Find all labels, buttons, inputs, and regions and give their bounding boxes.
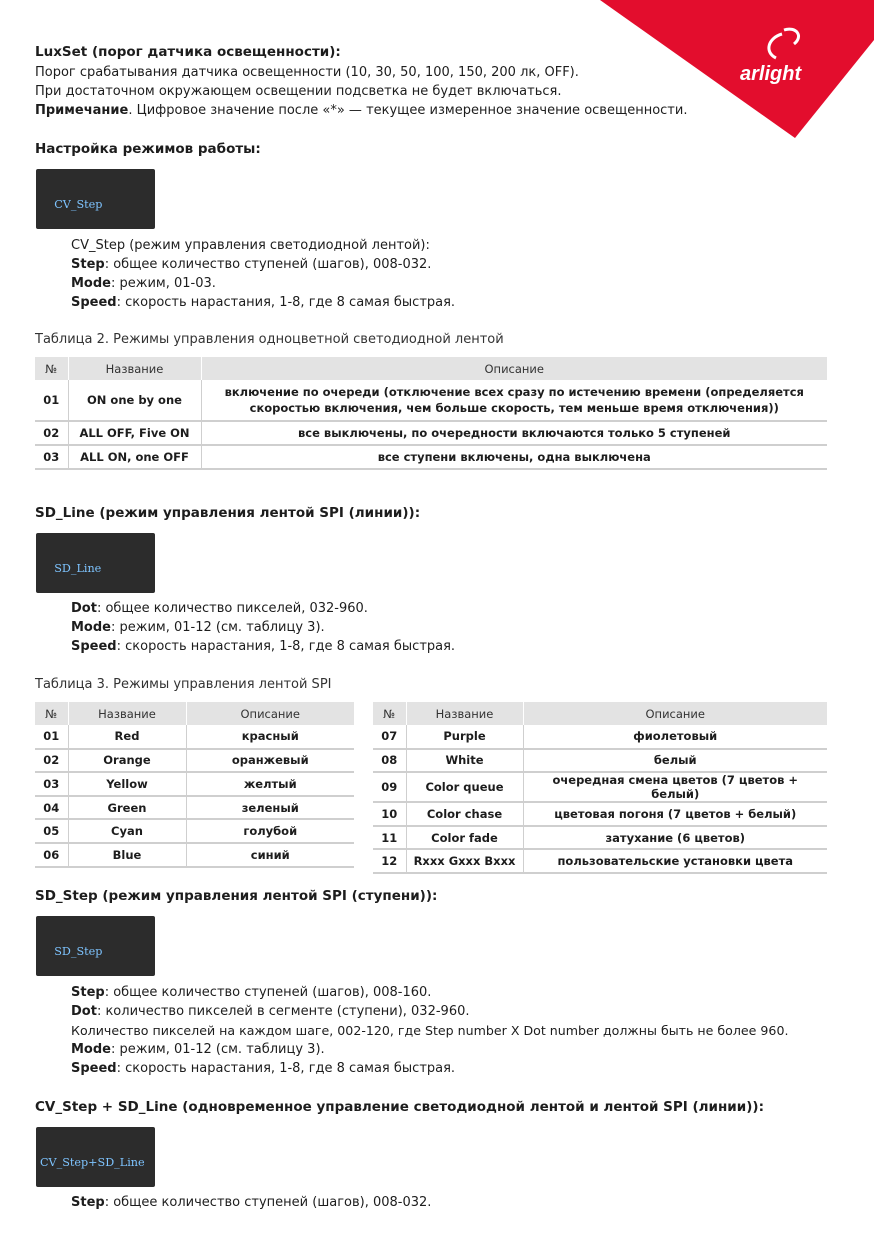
col-header-description: Описание xyxy=(186,702,354,725)
table-row xyxy=(373,826,827,850)
speed-text: : скорость нарастания, 1-8, где 8 самая быстрая. xyxy=(116,639,456,654)
lcd-cv-step xyxy=(36,169,155,229)
modes-heading: Настройка режимов работы: xyxy=(35,141,261,157)
cell-description: цветовая погоня (7 цветов + белый) xyxy=(523,802,827,826)
step-label: Step xyxy=(71,985,105,1000)
cell-name: Purple xyxy=(406,725,523,749)
cell-number: 10 xyxy=(373,802,406,826)
speed-label: Speed xyxy=(71,639,117,654)
table-row xyxy=(35,380,827,421)
table-row xyxy=(35,843,354,867)
cell-name: ON one by one xyxy=(68,380,201,421)
table-row xyxy=(373,749,827,773)
cell-description: пользовательские установки цвета xyxy=(523,849,827,873)
col-header-name: Название xyxy=(68,702,186,725)
table3-header xyxy=(35,702,354,725)
cv-sd-step xyxy=(71,1193,431,1212)
table-row xyxy=(35,445,827,469)
cell-name: Orange xyxy=(68,749,186,773)
step-text: : общее количество ступеней (шагов), 008-032. xyxy=(104,1195,432,1210)
dot-text: : общее количество пикселей, 032-960. xyxy=(96,601,368,616)
cell-description: очередная смена цветов (7 цветов + белый) xyxy=(523,772,827,802)
col-header-name: Название xyxy=(406,702,523,725)
table-row xyxy=(373,849,827,873)
speed-label: Speed xyxy=(71,295,117,310)
speed-label: Speed xyxy=(71,1061,117,1076)
mode-text: : режим, 01-12 (см. таблицу 3). xyxy=(111,1042,325,1057)
cv-step-step xyxy=(71,255,431,274)
mode-text: : режим, 01-12 (см. таблицу 3). xyxy=(111,620,325,635)
speed-text: : скорость нарастания, 1-8, где 8 самая быстрая. xyxy=(116,1061,456,1076)
cell-number: 01 xyxy=(35,725,68,749)
table-row xyxy=(35,725,354,749)
lcd-cv-sd xyxy=(36,1127,155,1187)
sd-step-dot xyxy=(71,1002,470,1021)
cell-number: 09 xyxy=(373,772,406,802)
sd-step-pixels-line: Количество пикселей на каждом шаге, 002-120, где Step number X Dot number должны быть не более 960. xyxy=(71,1023,789,1038)
table-row xyxy=(35,819,354,843)
cell-number: 03 xyxy=(35,772,68,796)
cv-step-title: CV_Step (режим управления светодиодной лентой): xyxy=(71,238,430,253)
cell-description: зеленый xyxy=(186,796,354,820)
col-header-number: № xyxy=(35,357,68,380)
mode-label: Mode xyxy=(71,1042,111,1057)
lcd-line: SD_Line xyxy=(40,561,102,575)
step-text: : общее количество ступеней (шагов), 008-032. xyxy=(104,257,432,272)
cell-description: красный xyxy=(186,725,354,749)
sd-step-speed xyxy=(71,1059,455,1078)
table2 xyxy=(35,357,827,470)
cell-name: Cyan xyxy=(68,819,186,843)
table-row xyxy=(35,796,354,820)
luxset-heading: LuxSet (порог датчика освещенности): xyxy=(35,44,341,60)
table-row xyxy=(373,802,827,826)
cell-number: 02 xyxy=(35,421,68,445)
table2-caption: Таблица 2. Режимы управления одноцветной светодиодной лентой xyxy=(35,332,504,347)
luxset-note xyxy=(35,101,687,120)
table-row xyxy=(373,772,827,802)
cell-name: ALL ON, one OFF xyxy=(68,445,201,469)
lcd-line: CV_Step xyxy=(40,197,103,211)
speed-text: : скорость нарастания, 1-8, где 8 самая быстрая. xyxy=(116,295,456,310)
note-text: . Цифровое значение после «*» — текущее измеренное значение освещенности. xyxy=(128,103,688,118)
cv-step-speed xyxy=(71,293,455,312)
cell-description: все ступени включены, одна выключена xyxy=(201,445,827,469)
table-row xyxy=(35,749,354,773)
lcd-line: CV_Step+SD_Line xyxy=(40,1155,145,1169)
cell-description: голубой xyxy=(186,819,354,843)
mode-label: Mode xyxy=(71,276,111,291)
dot-label: Dot xyxy=(71,1004,97,1019)
lcd-sd-line xyxy=(36,533,155,593)
luxset-line-1: Порог срабатывания датчика освещенности (10, 30, 50, 100, 150, 200 лк, OFF). xyxy=(35,65,579,80)
cell-number: 06 xyxy=(35,843,68,867)
cell-number: 01 xyxy=(35,380,68,421)
cell-number: 05 xyxy=(35,819,68,843)
sd-line-heading: SD_Line (режим управления лентой SPI (линии)): xyxy=(35,505,421,521)
cell-number: 04 xyxy=(35,796,68,820)
cell-description: желтый xyxy=(186,772,354,796)
cell-number: 11 xyxy=(373,826,406,850)
cell-number: 08 xyxy=(373,749,406,773)
cell-description: синий xyxy=(186,843,354,867)
table-row xyxy=(35,772,354,796)
sd-line-speed xyxy=(71,637,455,656)
table3-right xyxy=(373,702,827,874)
table-row xyxy=(35,421,827,445)
table3-header xyxy=(373,702,827,725)
col-header-description: Описание xyxy=(523,702,827,725)
cell-name: Color fade xyxy=(406,826,523,850)
col-header-description: Описание xyxy=(201,357,827,380)
cv-step-mode xyxy=(71,274,216,293)
cell-description: все выключены, по очередности включаются только 5 ступеней xyxy=(201,421,827,445)
logo-wordmark: arlight xyxy=(740,63,802,85)
col-header-number: № xyxy=(373,702,406,725)
cell-name: Yellow xyxy=(68,772,186,796)
table-row xyxy=(373,725,827,749)
cell-name: Color chase xyxy=(406,802,523,826)
cell-description: затухание (6 цветов) xyxy=(523,826,827,850)
sd-line-dot xyxy=(71,599,368,618)
cv-sd-heading: CV_Step + SD_Line (одновременное управление светодиодной лентой и лентой SPI (линии)): xyxy=(35,1099,764,1115)
sd-line-mode xyxy=(71,618,325,637)
cell-number: 07 xyxy=(373,725,406,749)
step-label: Step xyxy=(71,257,105,272)
cell-name: ALL OFF, Five ON xyxy=(68,421,201,445)
cell-name: Green xyxy=(68,796,186,820)
col-header-name: Название xyxy=(68,357,201,380)
table2-header xyxy=(35,357,827,380)
cell-name: White xyxy=(406,749,523,773)
col-header-number: № xyxy=(35,702,68,725)
cell-description: оранжевый xyxy=(186,749,354,773)
cell-description: белый xyxy=(523,749,827,773)
lcd-sd-step xyxy=(36,916,155,976)
sd-step-step xyxy=(71,983,431,1002)
cell-number: 02 xyxy=(35,749,68,773)
sd-step-heading: SD_Step (режим управления лентой SPI (ступени)): xyxy=(35,888,438,904)
lcd-line: SD_Step xyxy=(40,944,103,958)
cell-name: Red xyxy=(68,725,186,749)
mode-text: : режим, 01-03. xyxy=(111,276,216,291)
cell-number: 03 xyxy=(35,445,68,469)
table3-left xyxy=(35,702,354,868)
dot-text: : количество пикселей в сегменте (ступени), 032-960. xyxy=(96,1004,470,1019)
luxset-line-2: При достаточном окружающем освещении подсветка не будет включаться. xyxy=(35,84,562,99)
mode-label: Mode xyxy=(71,620,111,635)
cell-description: включение по очереди (отключение всех сразу по истечению времени (определяется скоростью включения, чем больше скорость, тем меньше время отключения)) xyxy=(201,380,827,421)
cell-name: Blue xyxy=(68,843,186,867)
cell-name: Color queue xyxy=(406,772,523,802)
cell-number: 12 xyxy=(373,849,406,873)
sd-step-mode xyxy=(71,1040,325,1059)
cell-name: Rxxx Gxxx Bxxx xyxy=(406,849,523,873)
step-text: : общее количество ступеней (шагов), 008-160. xyxy=(104,985,432,1000)
note-label: Примечание xyxy=(35,103,129,118)
cell-description: фиолетовый xyxy=(523,725,827,749)
step-label: Step xyxy=(71,1195,105,1210)
dot-label: Dot xyxy=(71,601,97,616)
table3-caption: Таблица 3. Режимы управления лентой SPI xyxy=(35,677,332,692)
